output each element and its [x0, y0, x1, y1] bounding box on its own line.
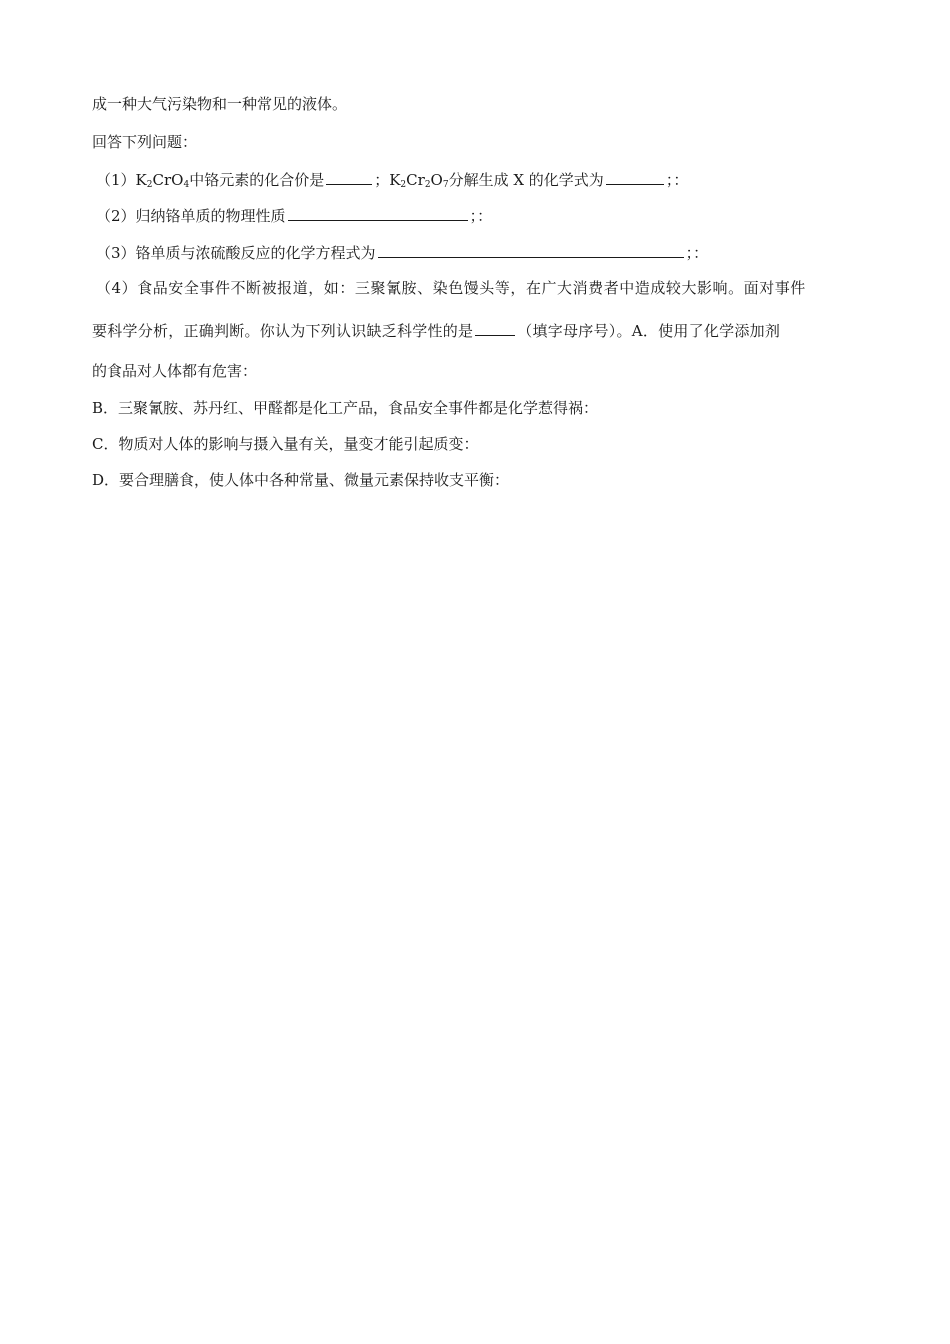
q2-answer-blank[interactable] [288, 205, 468, 221]
q3-text: 铬单质与浓硫酸反应的化学方程式为 [135, 244, 376, 262]
q4-text-b: （填字母序号）。A．使用了化学添加剂 [517, 322, 781, 340]
q1-text-valence: 中铬元素的化合价是 [189, 171, 325, 189]
question-4-line-1: （4）食品安全事件不断被报道，如：三聚氰胺、染色馒头等，在广大消费者中造成较大影响。面对事件 [96, 279, 806, 297]
option-b: B．三聚氰胺、苏丹红、甲醛都是化工产品，食品安全事件都是化学惹得祸： [92, 399, 599, 417]
q3-answer-blank[interactable] [378, 242, 684, 258]
question-4-line-2 [92, 320, 866, 341]
q1-sub-7: 7 [442, 180, 449, 190]
question-3 [96, 242, 866, 263]
q1-formula-k: K [135, 171, 147, 189]
q1-answer-blank-1[interactable] [326, 169, 372, 185]
question-4-line-3: 的食品对人体都有危害： [92, 362, 258, 380]
q1-text-decompose: 分解生成 X 的化学式为 [448, 171, 604, 189]
q1-formula-cr: Cr [406, 171, 425, 189]
q1-tail: ；： [665, 171, 689, 189]
q1-number: （1） [96, 171, 136, 189]
q1-sub-4: 4 [183, 180, 190, 190]
q3-number: （3） [96, 244, 136, 262]
q1-sub-2: 2 [146, 180, 153, 190]
q2-text: 归纳铬单质的物理性质 [135, 207, 286, 225]
q1-formula-o: O [430, 171, 443, 189]
q1-formula-cro: CrO [152, 171, 184, 189]
q4-text-a: 要科学分析，正确判断。你认为下列认识缺乏科学性的是 [92, 322, 474, 340]
q1-answer-blank-2[interactable] [606, 169, 664, 185]
question-1 [96, 169, 866, 190]
q1-sub-2b: 2 [400, 180, 407, 190]
q2-tail: ；： [469, 207, 493, 225]
option-d: D．要合理膳食，使人体中各种常量、微量元素保持收支平衡： [92, 471, 510, 489]
question-2 [96, 205, 866, 226]
prompt-text: 回答下列问题： [92, 133, 198, 151]
q3-tail: ；： [685, 244, 709, 262]
q4-answer-blank[interactable] [475, 320, 515, 336]
q2-number: （2） [96, 207, 136, 225]
intro-text: 成一种大气污染物和一种常见的液体。 [92, 95, 348, 113]
q1-sub-2c: 2 [424, 180, 431, 190]
q1-formula-k2: ；K [374, 171, 401, 189]
option-c: C．物质对人体的影响与摄入量有关，量变才能引起质变： [92, 435, 479, 453]
